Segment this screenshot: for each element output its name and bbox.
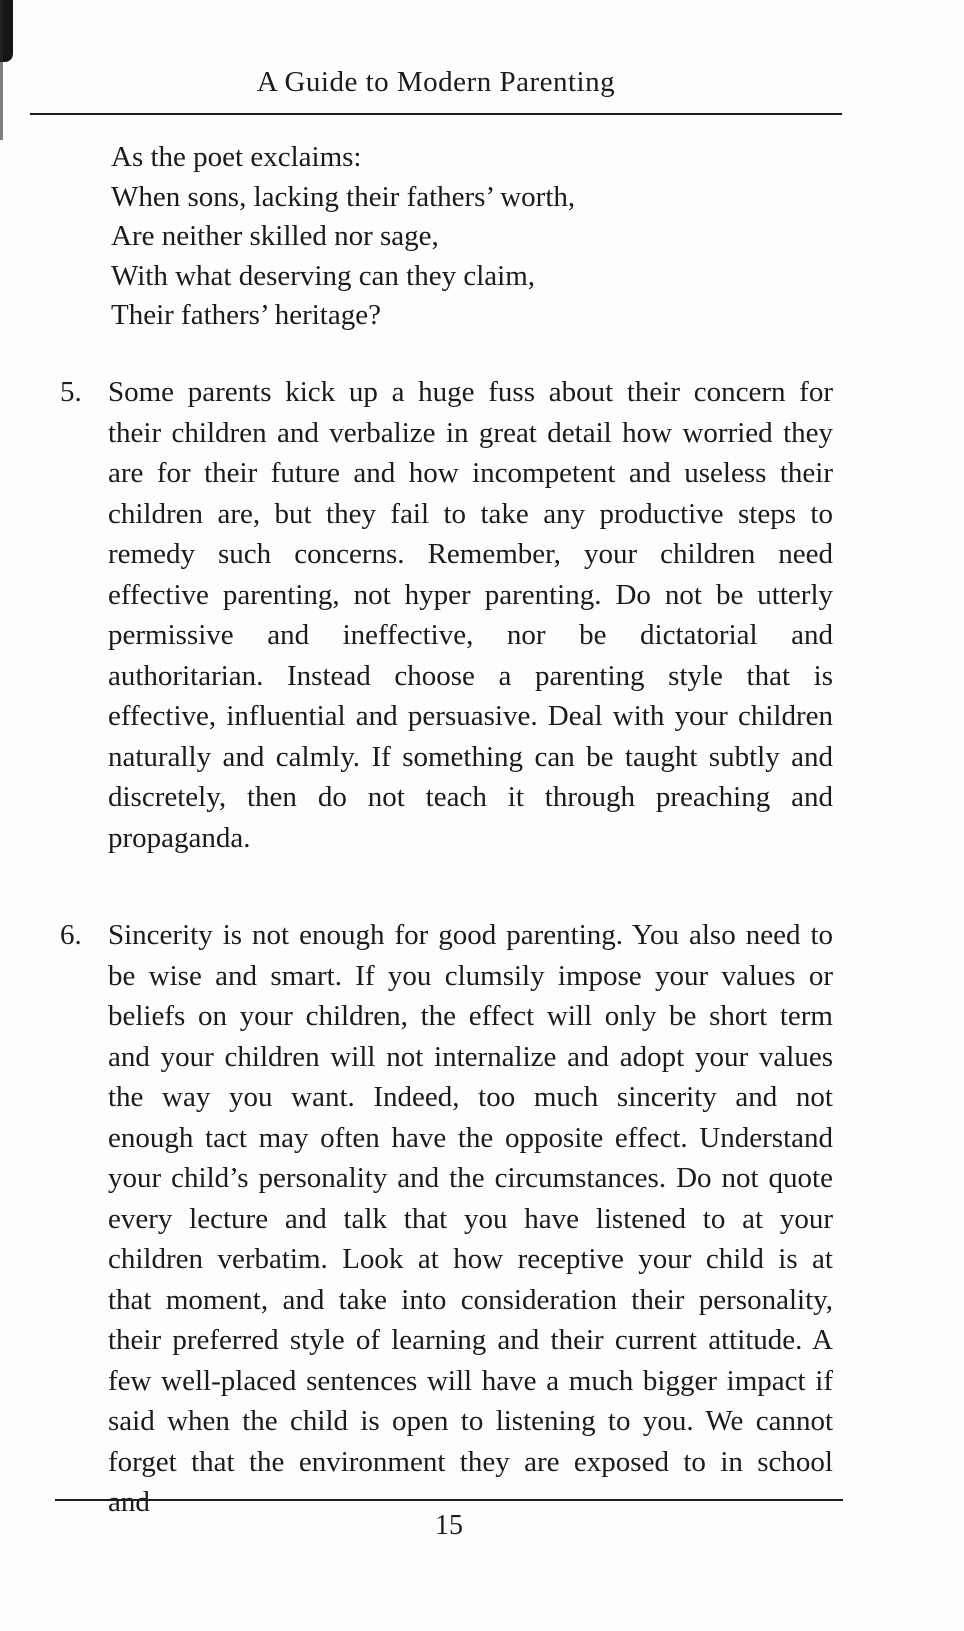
poem-block: [111, 138, 834, 336]
running-head-title: A Guide to Modern Parenting: [256, 66, 616, 98]
poem-line: Their fathers’ heritage?: [111, 299, 381, 331]
list-item: [60, 372, 833, 858]
scan-artifact-edge: [0, 0, 3, 140]
page-header: [30, 66, 842, 115]
numbered-list: [60, 372, 833, 1523]
poem-line: With what deserving can they claim,: [111, 259, 536, 292]
item-number: 6.: [60, 919, 82, 951]
item-text: Some parents kick up a huge fuss about their concern for their children and verbalize in great detail how worried they are for their future and how incompetent and useless their children are, but they fail to take any productive steps to remedy such concerns. Remember, your children need effective parenting, not hyper parenting. Do not be utterly permissive and ineffective, nor be dictatorial and authoritarian. Instead choose a parenting style that is effective, influential and persuasive. Deal with your children naturally and calmly. If something can be taught subtly and discretely, then do not teach it through preaching and propaganda.: [108, 376, 833, 854]
poem-line: When sons, lacking their fathers’ worth,: [111, 180, 576, 213]
page-number: 15: [435, 1510, 463, 1541]
item-number: 5.: [60, 376, 82, 408]
list-item: [60, 915, 833, 1523]
page-footer: [55, 1499, 843, 1542]
poem-line: Are neither skilled nor sage,: [111, 220, 439, 252]
poem-line: As the poet exclaims:: [111, 141, 362, 173]
item-text: Sincerity is not enough for good parenting. You also need to be wise and smart. If you clumsily impose your values or beliefs on your children, the effect will only be short term and your children will not internalize and adopt your values the way you want. Indeed, too much sincerity and not enough tact may often have the opposite effect. Understand your child’s personality and the circumstances. Do not quote every lecture and talk that you have listened to at your children verbatim. Look at how receptive your child is at that moment, and take into consideration their personality, their preferred style of learning and their current attitude. A few well-placed sentences will have a much bigger impact if said when the child is open to listening to you. We cannot forget that the environment they are exposed to in school and: [108, 919, 833, 1518]
